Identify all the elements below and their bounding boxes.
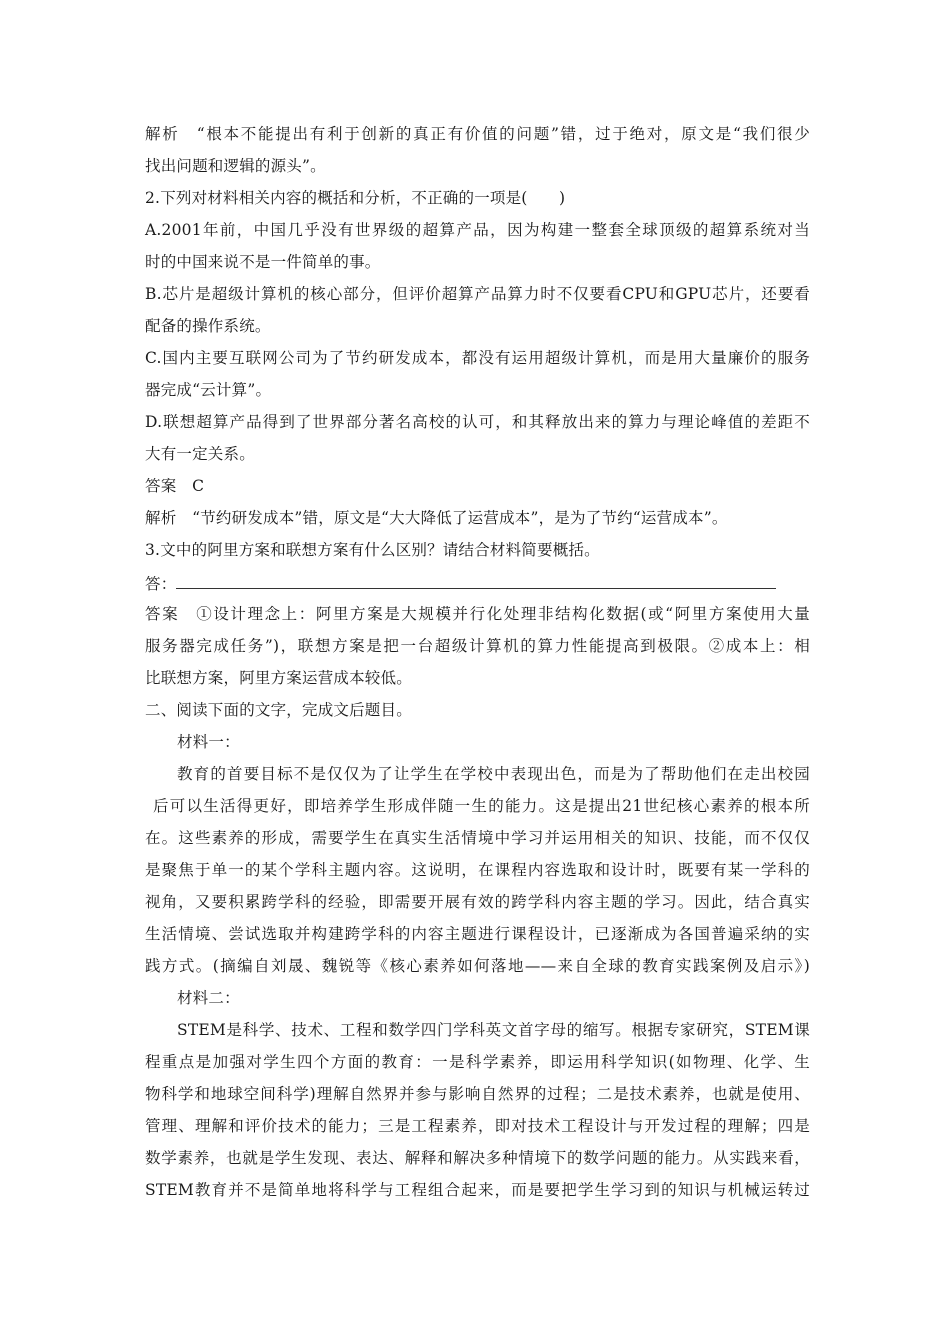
material1-line-3: 在。这些素养的形成，需要学生在真实生活情境中学习并运用相关的知识、技能，而不仅仅 [145,829,810,847]
material2-line-1: STEM是科学、技术、工程和数学四门学科英文首字母的缩写。根据专家研究，STEM课 [177,1021,810,1039]
q2-answer: 答案 C [145,477,205,495]
q3-answer-row [145,566,810,598]
q3-answer-line-2: 服务器完成任务”)，联想方案是把一台超级计算机的算力性能提高到极限。②成本上：相 [145,637,810,655]
q3-answer-prompt: 答： [145,575,177,593]
document-page [145,118,810,1206]
q2-stem: 2.下列对材料相关内容的概括和分析，不正确的一项是( ) [145,189,566,207]
material1-line-2: 后可以生活得更好，即培养学生形成伴随一生的能力。这是提出21世纪核心素养的根本所 [153,797,810,815]
q2-option-b-line-1: B.芯片是超级计算机的核心部分，但评价超算产品算力时不仅要看CPU和GPU芯片，还要看 [145,285,810,303]
q2-option-b-line-2: 配备的操作系统。 [145,317,271,335]
section2-heading: 二、阅读下面的文字，完成文后题目。 [145,701,412,719]
material1-line-6: 生活情境、尝试选取并构建跨学科的内容主题进行课程设计，已逐渐成为各国普遍采纳的实 [145,925,810,943]
material1-line-1: 教育的首要目标不是仅仅为了让学生在学校中表现出色，而是为了帮助他们在走出校园 [177,765,810,783]
q3-answer-line-1: 答案 ①设计理念上：阿里方案是大规模并行化处理非结构化数据(或“阿里方案使用大量 [145,605,810,623]
q2-option-d-line-1: D.联想超算产品得到了世界部分著名高校的认可，和其释放出来的算力与理论峰值的差距不 [145,413,810,431]
material2-label: 材料二： [177,989,240,1007]
q2-analysis: 解析 “节约研发成本”错，原文是“大大降低了运营成本”，是为了节约“运营成本”。 [145,509,728,527]
material2-line-2: 程重点是加强对学生四个方面的教育：一是科学素养，即运用科学知识(如物理、化学、生 [145,1053,810,1071]
q2-option-a-line-1: A.2001年前，中国几乎没有世界级的超算产品，因为构建一整套全球顶级的超算系统对当 [145,221,810,239]
material1-line-7: 践方式。(摘编自刘晟、魏锐等《核心素养如何落地——来自全球的教育实践案例及启示》) [145,957,810,975]
q1-analysis-line-1: 解析 “根本不能提出有利于创新的真正有价值的问题”错，过于绝对，原文是“我们很少 [145,125,810,143]
q3-stem: 3.文中的阿里方案和联想方案有什么区别？请结合材料简要概括。 [145,541,600,559]
material1-line-4: 是聚焦于单一的某个学科主题内容。这说明，在课程内容选取和设计时，既要有某一学科的 [145,861,810,879]
material2-line-3: 物科学和地球空间科学)理解自然界并参与影响自然界的过程；二是技术素养，也就是使用、 [145,1085,810,1103]
answer-blank-line[interactable] [176,566,776,589]
q2-option-c-line-2: 器完成“云计算”。 [145,381,272,399]
q2-option-a-line-2: 时的中国来说不是一件简单的事。 [145,253,381,271]
material1-line-5: 视角，又要积累跨学科的经验，即需要开展有效的跨学科内容主题的学习。因此，结合真实 [145,893,810,911]
q1-analysis-line-2: 找出问题和逻辑的源头”。 [145,157,326,175]
q2-option-c-line-1: C.国内主要互联网公司为了节约研发成本，都没有运用超级计算机，而是用大量廉价的服务 [145,349,810,367]
material2-line-6: STEM教育并不是简单地将科学与工程组合起来，而是要把学生学习到的知识与机械运转过 [145,1181,810,1199]
q3-answer-line-3: 比联想方案，阿里方案运营成本较低。 [145,669,412,687]
material2-line-5: 数学素养，也就是学生发现、表达、解释和解决多种情境下的数学问题的能力。从实践来看， [145,1149,810,1167]
q2-option-d-line-2: 大有一定关系。 [145,445,255,463]
material2-line-4: 管理、理解和评价技术的能力；三是工程素养，即对技术工程设计与开发过程的理解；四是 [145,1117,810,1135]
material1-label: 材料一： [177,733,240,751]
